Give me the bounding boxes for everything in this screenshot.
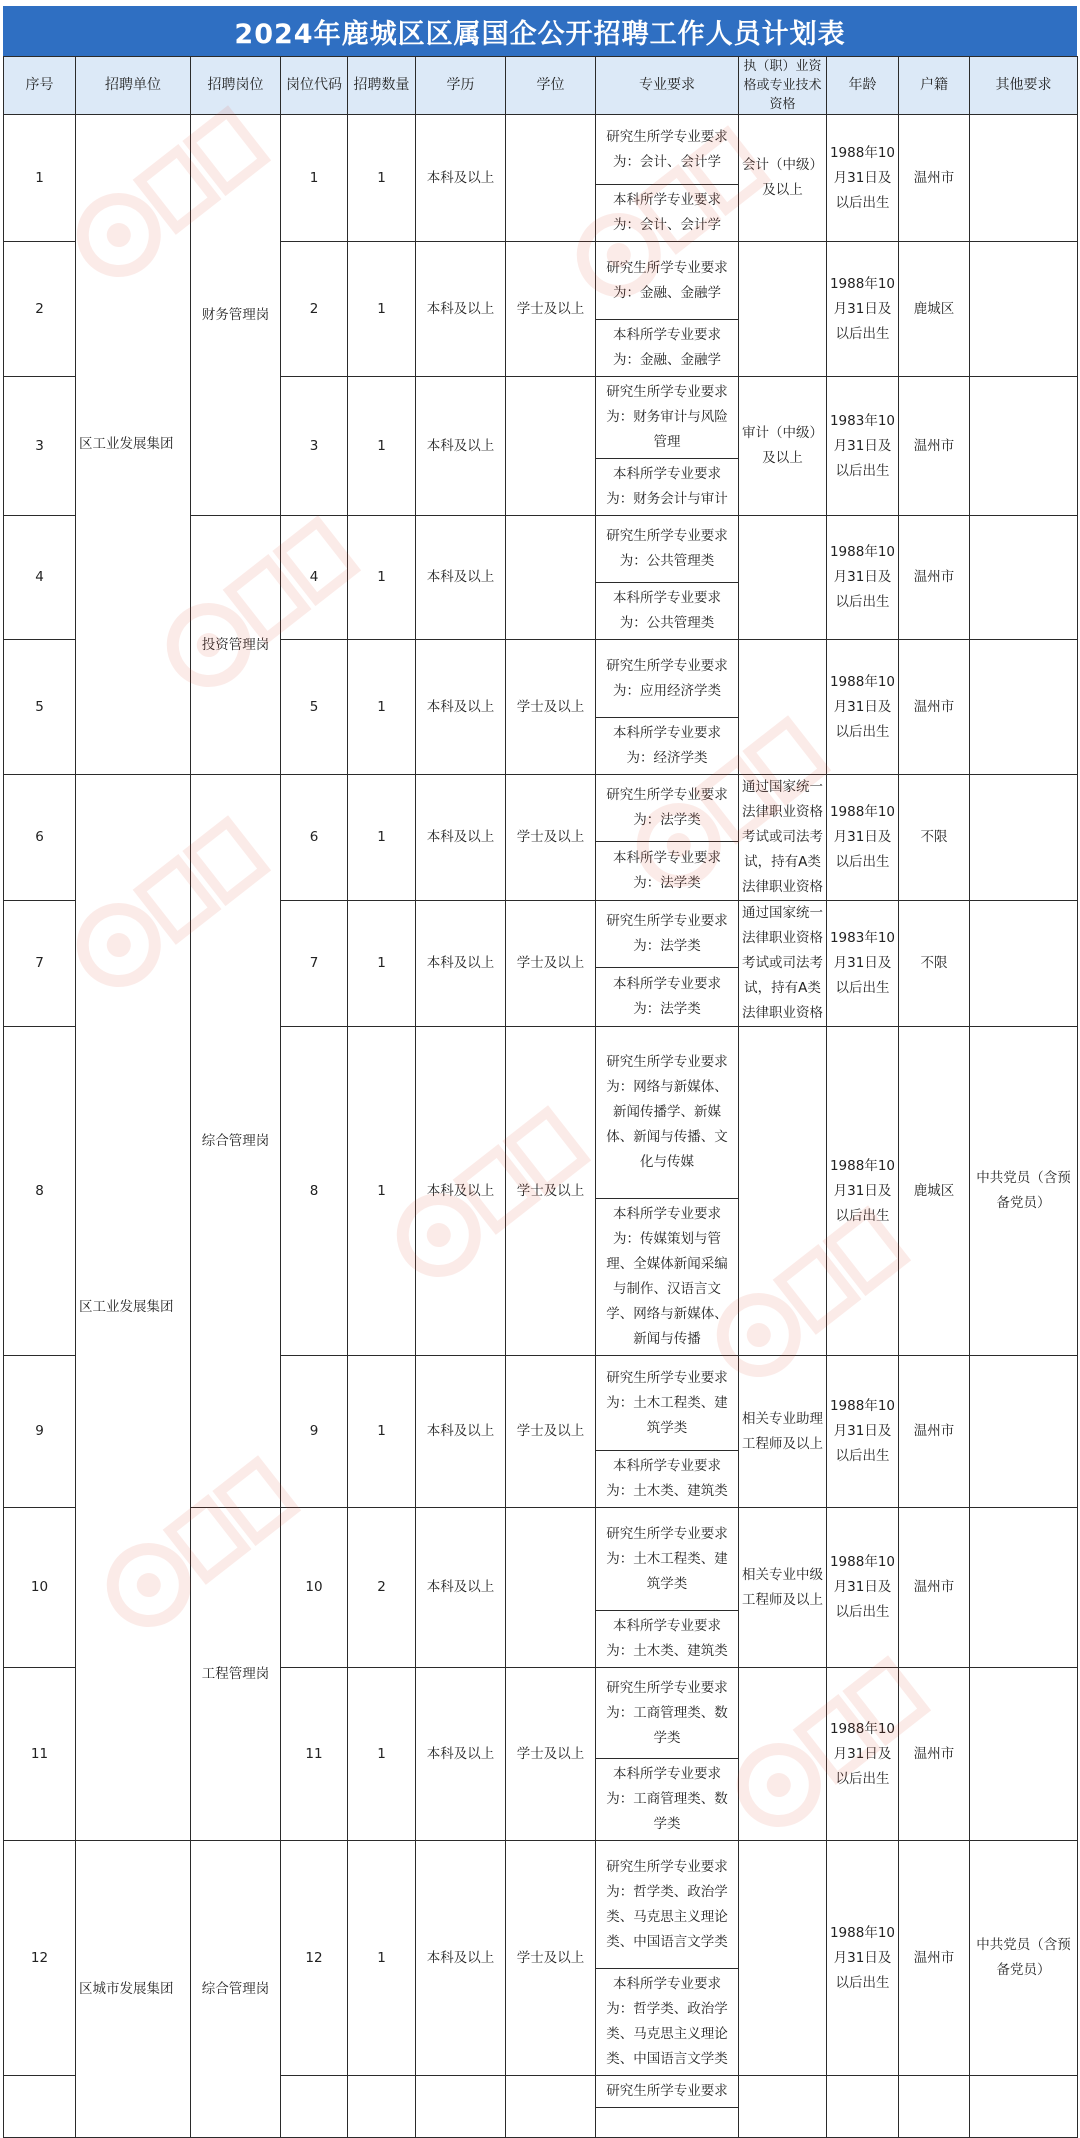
header-cell: 招聘数量 — [348, 57, 416, 115]
row-number-cell: 8 — [4, 1027, 76, 1356]
degree-cell — [506, 516, 596, 640]
hiring-count-cell: 1 — [348, 242, 416, 377]
header-cell: 专业要求 — [596, 57, 739, 115]
degree-cell: 学士及以上 — [506, 1356, 596, 1508]
graduate-major-cell: 研究生所学专业要求 — [596, 2076, 739, 2108]
recruiting-unit-cell: 区城市发展集团 — [76, 1841, 191, 2138]
row-number-cell: 3 — [4, 377, 76, 516]
household-cell: 温州市 — [899, 1508, 970, 1668]
position-code-cell — [281, 2076, 348, 2138]
qualification-cell — [739, 1668, 827, 1841]
age-cell: 1988年10月31日及以后出生 — [827, 242, 899, 377]
degree-cell — [506, 1508, 596, 1668]
row-number-cell: 2 — [4, 242, 76, 377]
undergraduate-major-cell — [596, 2108, 739, 2138]
position-code-cell: 5 — [281, 640, 348, 775]
household-cell: 不限 — [899, 775, 970, 901]
undergraduate-major-cell: 本科所学专业要求为：财务会计与审计 — [596, 459, 739, 516]
header-row — [4, 57, 1078, 115]
position-name-cell: 综合管理岗 — [191, 775, 281, 1508]
household-cell: 温州市 — [899, 640, 970, 775]
page-title: 2024年鹿城区区属国企公开招聘工作人员计划表 — [3, 6, 1077, 56]
graduate-major-cell: 研究生所学专业要求为：哲学类、政治学类、马克思主义理论类、中国语言文学类 — [596, 1841, 739, 1969]
degree-cell: 学士及以上 — [506, 1841, 596, 2076]
position-name-cell: 工程管理岗 — [191, 1508, 281, 1841]
position-name-cell: 投资管理岗 — [191, 516, 281, 775]
other-requirements-cell: 中共党员（含预备党员） — [970, 1841, 1078, 2076]
age-cell: 1988年10月31日及以后出生 — [827, 1356, 899, 1508]
other-requirements-cell — [970, 377, 1078, 516]
hiring-count-cell: 1 — [348, 1356, 416, 1508]
education-cell — [416, 2076, 506, 2138]
qualification-cell: 通过国家统一法律职业资格考试或司法考试，持有A类法律职业资格 — [739, 775, 827, 901]
hiring-count-cell: 2 — [348, 1508, 416, 1668]
degree-cell — [506, 115, 596, 242]
row-number-cell: 7 — [4, 901, 76, 1027]
qualification-cell — [739, 1841, 827, 2076]
row-number-cell: 1 — [4, 115, 76, 242]
graduate-major-cell: 研究生所学专业要求为：会计、会计学 — [596, 115, 739, 185]
household-cell: 温州市 — [899, 1841, 970, 2076]
header-cell: 招聘岗位 — [191, 57, 281, 115]
qualification-cell: 相关专业中级工程师及以上 — [739, 1508, 827, 1668]
header-cell: 学位 — [506, 57, 596, 115]
recruiting-unit-cell: 区工业发展集团 — [76, 775, 191, 1841]
position-name-cell: 综合管理岗 — [191, 1841, 281, 2138]
undergraduate-major-cell: 本科所学专业要求为：土木类、建筑类 — [596, 1451, 739, 1508]
table-row — [4, 115, 1078, 185]
position-code-cell: 8 — [281, 1027, 348, 1356]
undergraduate-major-cell: 本科所学专业要求为：土木类、建筑类 — [596, 1611, 739, 1668]
qualification-cell: 相关专业助理工程师及以上 — [739, 1356, 827, 1508]
age-cell: 1988年10月31日及以后出生 — [827, 1668, 899, 1841]
education-cell: 本科及以上 — [416, 1668, 506, 1841]
recruitment-plan-table — [3, 56, 1078, 2138]
degree-cell — [506, 377, 596, 516]
undergraduate-major-cell: 本科所学专业要求为：经济学类 — [596, 718, 739, 775]
header-cell: 年龄 — [827, 57, 899, 115]
other-requirements-cell — [970, 115, 1078, 242]
position-code-cell: 3 — [281, 377, 348, 516]
graduate-major-cell: 研究生所学专业要求为：土木工程类、建筑学类 — [596, 1508, 739, 1611]
undergraduate-major-cell: 本科所学专业要求为：工商管理类、数学类 — [596, 1759, 739, 1841]
age-cell: 1983年10月31日及以后出生 — [827, 901, 899, 1027]
graduate-major-cell: 研究生所学专业要求为：网络与新媒体、新闻传播学、新媒体、新闻与传播、文化与传媒 — [596, 1027, 739, 1199]
header-cell: 其他要求 — [970, 57, 1078, 115]
position-code-cell: 6 — [281, 775, 348, 901]
row-number-cell: 11 — [4, 1668, 76, 1841]
other-requirements-cell — [970, 775, 1078, 901]
household-cell: 温州市 — [899, 377, 970, 516]
degree-cell: 学士及以上 — [506, 1668, 596, 1841]
age-cell: 1983年10月31日及以后出生 — [827, 377, 899, 516]
graduate-major-cell: 研究生所学专业要求为：工商管理类、数学类 — [596, 1668, 739, 1759]
header-cell: 执（职）业资格或专业技术资格 — [739, 57, 827, 115]
qualification-cell: 通过国家统一法律职业资格考试或司法考试，持有A类法律职业资格 — [739, 901, 827, 1027]
position-code-cell: 11 — [281, 1668, 348, 1841]
qualification-cell: 审计（中级）及以上 — [739, 377, 827, 516]
position-code-cell: 9 — [281, 1356, 348, 1508]
education-cell: 本科及以上 — [416, 1841, 506, 2076]
undergraduate-major-cell: 本科所学专业要求为：哲学类、政治学类、马克思主义理论类、中国语言文学类 — [596, 1969, 739, 2076]
household-cell: 不限 — [899, 901, 970, 1027]
education-cell: 本科及以上 — [416, 1027, 506, 1356]
education-cell: 本科及以上 — [416, 1356, 506, 1508]
other-requirements-cell: 中共党员（含预备党员） — [970, 1027, 1078, 1356]
position-code-cell: 10 — [281, 1508, 348, 1668]
age-cell: 1988年10月31日及以后出生 — [827, 115, 899, 242]
position-code-cell: 4 — [281, 516, 348, 640]
recruiting-unit-cell: 区工业发展集团 — [76, 115, 191, 775]
position-name-cell: 财务管理岗 — [191, 115, 281, 516]
household-cell: 鹿城区 — [899, 1027, 970, 1356]
undergraduate-major-cell: 本科所学专业要求为：传媒策划与管理、全媒体新闻采编与制作、汉语言文学、网络与新媒体、新闻与传播 — [596, 1199, 739, 1356]
undergraduate-major-cell: 本科所学专业要求为：会计、会计学 — [596, 185, 739, 242]
hiring-count-cell: 1 — [348, 115, 416, 242]
position-code-cell: 1 — [281, 115, 348, 242]
row-number-cell: 12 — [4, 1841, 76, 2076]
education-cell: 本科及以上 — [416, 242, 506, 377]
hiring-count-cell — [348, 2076, 416, 2138]
degree-cell — [506, 2076, 596, 2138]
other-requirements-cell — [970, 1668, 1078, 1841]
qualification-cell: 会计（中级）及以上 — [739, 115, 827, 242]
position-code-cell: 7 — [281, 901, 348, 1027]
education-cell: 本科及以上 — [416, 1508, 506, 1668]
age-cell: 1988年10月31日及以后出生 — [827, 640, 899, 775]
degree-cell: 学士及以上 — [506, 901, 596, 1027]
row-number-cell: 5 — [4, 640, 76, 775]
header-cell: 学历 — [416, 57, 506, 115]
household-cell: 温州市 — [899, 1668, 970, 1841]
hiring-count-cell: 1 — [348, 516, 416, 640]
other-requirements-cell — [970, 640, 1078, 775]
row-number-cell: 4 — [4, 516, 76, 640]
undergraduate-major-cell: 本科所学专业要求为：金融、金融学 — [596, 320, 739, 377]
table-row — [4, 775, 1078, 842]
other-requirements-cell — [970, 242, 1078, 377]
header-cell: 岗位代码 — [281, 57, 348, 115]
graduate-major-cell: 研究生所学专业要求为：土木工程类、建筑学类 — [596, 1356, 739, 1451]
hiring-count-cell: 1 — [348, 1841, 416, 2076]
other-requirements-cell — [970, 901, 1078, 1027]
age-cell: 1988年10月31日及以后出生 — [827, 516, 899, 640]
education-cell: 本科及以上 — [416, 640, 506, 775]
other-requirements-cell — [970, 2076, 1078, 2138]
row-number-cell: 10 — [4, 1508, 76, 1668]
qualification-cell — [739, 640, 827, 775]
household-cell: 温州市 — [899, 1356, 970, 1508]
header-cell: 招聘单位 — [76, 57, 191, 115]
graduate-major-cell: 研究生所学专业要求为：金融、金融学 — [596, 242, 739, 320]
education-cell: 本科及以上 — [416, 115, 506, 242]
undergraduate-major-cell: 本科所学专业要求为：公共管理类 — [596, 583, 739, 640]
table-row — [4, 1841, 1078, 1969]
hiring-count-cell: 1 — [348, 640, 416, 775]
graduate-major-cell: 研究生所学专业要求为：法学类 — [596, 775, 739, 842]
age-cell: 1988年10月31日及以后出生 — [827, 1508, 899, 1668]
header-cell: 序号 — [4, 57, 76, 115]
position-code-cell: 2 — [281, 242, 348, 377]
undergraduate-major-cell: 本科所学专业要求为：法学类 — [596, 842, 739, 901]
degree-cell: 学士及以上 — [506, 242, 596, 377]
other-requirements-cell — [970, 1356, 1078, 1508]
degree-cell: 学士及以上 — [506, 775, 596, 901]
qualification-cell — [739, 2076, 827, 2138]
education-cell: 本科及以上 — [416, 901, 506, 1027]
graduate-major-cell: 研究生所学专业要求为：公共管理类 — [596, 516, 739, 583]
header-cell: 户籍 — [899, 57, 970, 115]
education-cell: 本科及以上 — [416, 516, 506, 640]
age-cell: 1988年10月31日及以后出生 — [827, 1841, 899, 2076]
graduate-major-cell: 研究生所学专业要求为：法学类 — [596, 901, 739, 968]
hiring-count-cell: 1 — [348, 901, 416, 1027]
household-cell: 温州市 — [899, 516, 970, 640]
graduate-major-cell: 研究生所学专业要求为：财务审计与风险管理 — [596, 377, 739, 459]
degree-cell: 学士及以上 — [506, 1027, 596, 1356]
household-cell: 温州市 — [899, 115, 970, 242]
education-cell: 本科及以上 — [416, 377, 506, 516]
household-cell: 鹿城区 — [899, 242, 970, 377]
row-number-cell — [4, 2076, 76, 2138]
age-cell — [827, 2076, 899, 2138]
graduate-major-cell: 研究生所学专业要求为：应用经济学类 — [596, 640, 739, 718]
row-number-cell: 9 — [4, 1356, 76, 1508]
qualification-cell — [739, 242, 827, 377]
qualification-cell — [739, 1027, 827, 1356]
position-code-cell: 12 — [281, 1841, 348, 2076]
age-cell: 1988年10月31日及以后出生 — [827, 1027, 899, 1356]
other-requirements-cell — [970, 516, 1078, 640]
undergraduate-major-cell: 本科所学专业要求为：法学类 — [596, 968, 739, 1027]
hiring-count-cell: 1 — [348, 775, 416, 901]
qualification-cell — [739, 516, 827, 640]
education-cell: 本科及以上 — [416, 775, 506, 901]
age-cell: 1988年10月31日及以后出生 — [827, 775, 899, 901]
hiring-count-cell: 1 — [348, 1027, 416, 1356]
other-requirements-cell — [970, 1508, 1078, 1668]
household-cell — [899, 2076, 970, 2138]
hiring-count-cell: 1 — [348, 377, 416, 516]
hiring-count-cell: 1 — [348, 1668, 416, 1841]
degree-cell: 学士及以上 — [506, 640, 596, 775]
row-number-cell: 6 — [4, 775, 76, 901]
